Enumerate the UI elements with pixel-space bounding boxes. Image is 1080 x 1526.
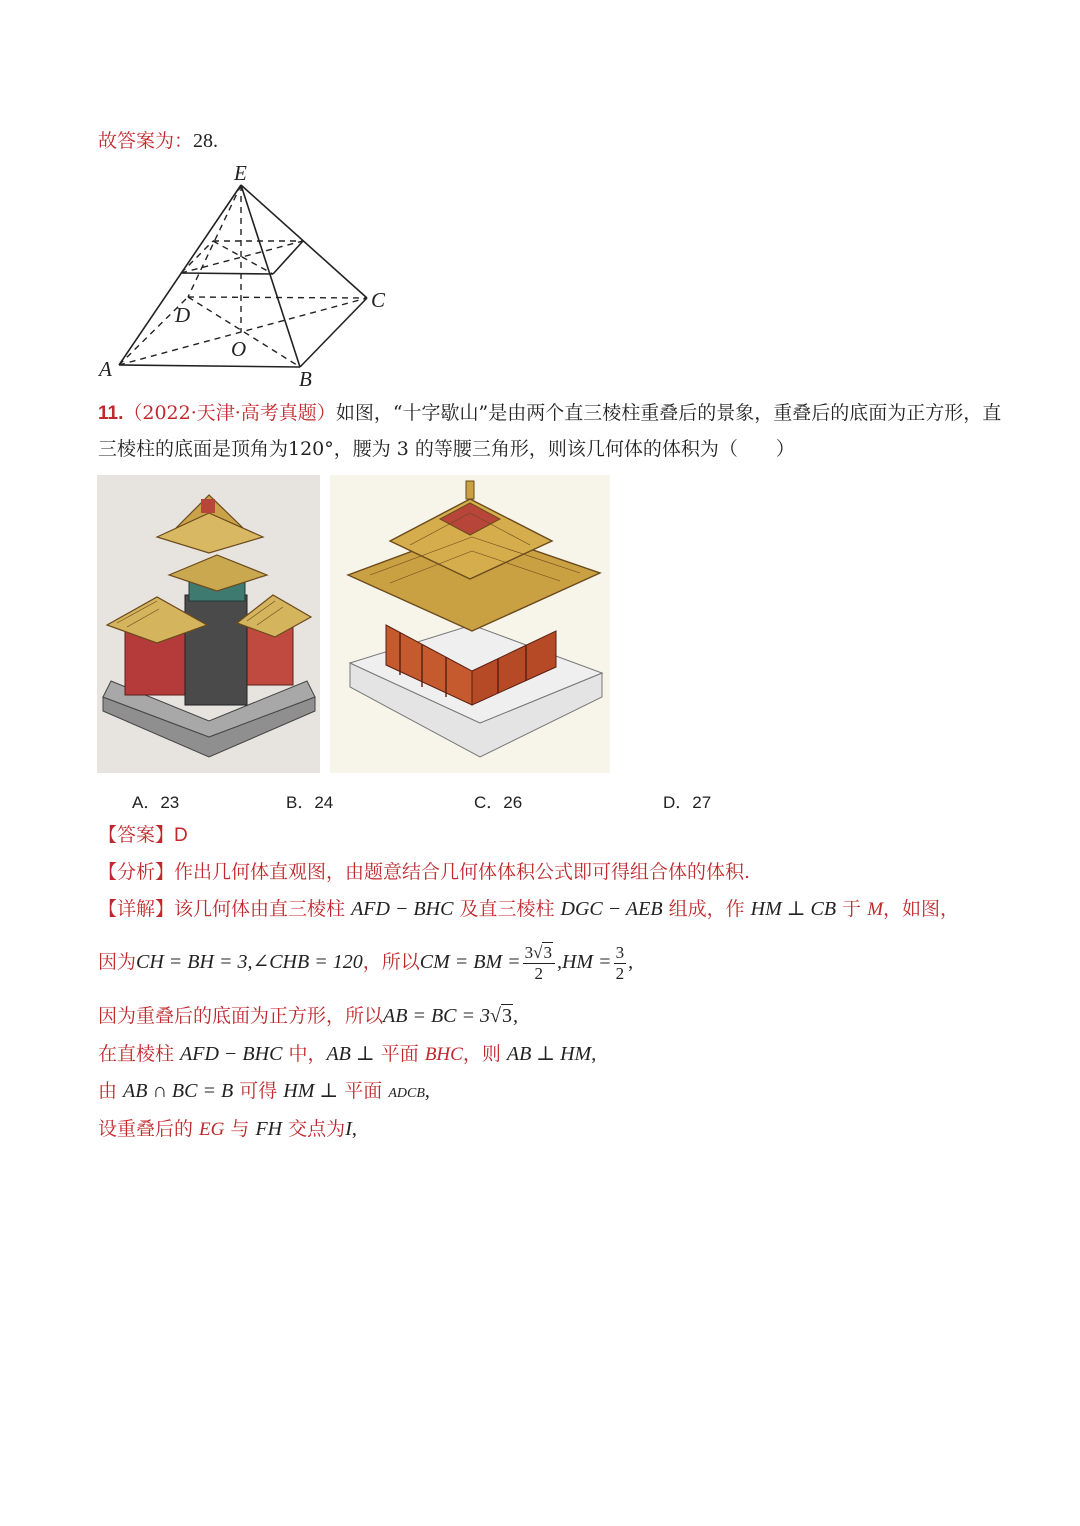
option-a[interactable] — [132, 788, 179, 813]
detail-l3-ab-bc: AB = BC = 3 — [383, 1005, 490, 1027]
question-number: 11. — [98, 403, 124, 424]
analysis-tag: 【分析】 — [98, 861, 175, 883]
detail-l5-text: 由 — [98, 1080, 124, 1102]
option-a-label: A． — [132, 793, 161, 812]
detail-l6-text: 交点为 — [282, 1118, 346, 1140]
question-text-1: 如图，“十字歇山”是由两个直三棱柱重叠后的景象，重叠后的底面为正方形，直 — [335, 402, 1002, 424]
label-O: O — [231, 337, 247, 361]
previous-answer-line — [98, 128, 218, 154]
detail-line-3: 因为重叠后的底面为正方形，所以AB = BC = 3√3, — [98, 1005, 518, 1027]
detail-l5-text: 平面 — [338, 1080, 389, 1102]
option-b-value: 24 — [314, 793, 334, 812]
detail-l4-comma: , — [591, 1043, 597, 1065]
edge-AB — [119, 365, 300, 367]
detail-line-2 — [98, 940, 633, 984]
option-b-label: B． — [286, 793, 315, 812]
detail-l1-prism1: AFD − BHC — [351, 898, 454, 920]
fraction-cm: $\frac{3√3}{2}$ — [523, 943, 555, 984]
detail-l5-comma: , — [424, 1080, 430, 1102]
detail-l5-text: 可得 — [233, 1080, 284, 1102]
detail-l4-plane-bhc: BHC — [424, 1044, 463, 1065]
option-c-value: 26 — [503, 793, 523, 812]
detail-l4-ab-hm: AB ⊥ HM — [506, 1043, 592, 1065]
label-C: C — [371, 288, 386, 312]
answer-line — [98, 822, 188, 849]
detail-line-5 — [98, 1078, 430, 1107]
detail-l1-perp: HM ⊥ CB — [750, 898, 837, 920]
detail-l4-prism: AFD − BHC — [180, 1043, 283, 1065]
label-A: A — [99, 357, 112, 381]
detail-l6-fh: FH — [255, 1118, 283, 1140]
previous-answer-suffix: . — [213, 130, 219, 152]
pavilion-image — [330, 475, 610, 773]
question-line-2 — [98, 436, 795, 462]
detail-l3-text: 因为重叠后的底面为正方形，所以 — [98, 1005, 384, 1027]
edge-DC — [188, 297, 367, 298]
option-d-label: D． — [663, 793, 693, 812]
fraction-cm-den: 2 — [534, 963, 544, 983]
detail-l2-given: CH = BH = 3,∠CHB = 120 — [136, 951, 363, 973]
detail-l1-point-m: M — [867, 899, 884, 920]
option-c[interactable] — [474, 788, 522, 813]
fraction-hm-num: 3 — [615, 942, 625, 962]
detail-l5-plane: ADCB — [388, 1086, 425, 1101]
detail-tag: 【详解】 — [98, 898, 175, 920]
pyramid-figure — [95, 160, 405, 390]
detail-l1-prism2: DGC − AEB — [560, 898, 663, 920]
answer-value: D — [174, 825, 188, 846]
detail-line-6 — [98, 1116, 357, 1143]
analysis-line — [98, 859, 750, 885]
option-d[interactable] — [663, 788, 711, 813]
detail-l1-text: 该几何体由直三棱柱 — [174, 898, 352, 920]
label-B: B — [299, 367, 312, 390]
section-front — [181, 273, 273, 274]
pavilion-exploded-image — [97, 475, 320, 773]
detail-l1-text: ，如图， — [883, 898, 960, 920]
detail-l4-text: 中， — [282, 1043, 327, 1065]
fraction-hm-den: 2 — [615, 963, 625, 983]
edge-BC — [300, 298, 367, 367]
option-b[interactable] — [286, 788, 333, 813]
detail-l3-comma: , — [512, 1005, 518, 1027]
detail-l2-text: ，所以 — [362, 951, 420, 973]
option-c-label: C． — [474, 793, 504, 812]
previous-answer-prefix: 故答案为： — [98, 130, 194, 152]
detail-l4-text: 平面 — [374, 1043, 425, 1065]
analysis-text: 作出几何体直观图，由题意结合几何体体积公式即可得组合体的体积. — [174, 861, 751, 883]
detail-l4-text: ，则 — [462, 1043, 507, 1065]
option-a-value: 23 — [160, 793, 180, 812]
fraction-cm-radicand: 3 — [543, 942, 552, 962]
label-E: E — [234, 161, 247, 185]
detail-l2-comma: , — [628, 951, 634, 973]
detail-l5-intersection: AB ∩ BC = B — [123, 1080, 234, 1102]
detail-l5-hm-perp: HM ⊥ — [283, 1080, 339, 1102]
detail-l2-cm: CM = BM = — [419, 951, 521, 973]
detail-l6-comma: , — [351, 1118, 357, 1140]
answer-tag: 【答案】 — [98, 824, 175, 846]
detail-l1-text: 组成，作 — [662, 898, 751, 920]
detail-l4-ab-perp: AB ⊥ — [326, 1043, 375, 1065]
edge-EA — [119, 185, 241, 365]
fraction-hm — [614, 943, 627, 984]
question-line-1 — [98, 400, 1001, 427]
detail-l2-hm: ,HM = — [556, 951, 612, 973]
label-D: D — [175, 303, 191, 327]
section-right — [273, 241, 303, 274]
question-text-2: 三棱柱的底面是顶角为120°，腰为 3 的等腰三角形，则该几何体的体积为（ ） — [98, 438, 795, 460]
previous-answer-value: 28 — [193, 130, 214, 152]
question-source: （2022·天津·高考真题） — [123, 402, 336, 424]
detail-l6-point-i: I — [345, 1118, 352, 1140]
detail-l3-radicand: 3 — [501, 1005, 512, 1027]
fraction-cm-coef: 3 — [524, 942, 534, 962]
detail-line-4 — [98, 1041, 596, 1068]
detail-line-1 — [98, 896, 959, 923]
detail-l1-text: 于 — [836, 898, 868, 920]
detail-l6-text: 设重叠后的 — [98, 1118, 200, 1140]
detail-l2-text: 因为 — [98, 951, 137, 973]
detail-l6-text: 与 — [224, 1118, 256, 1140]
detail-l4-text: 在直棱柱 — [98, 1043, 181, 1065]
detail-l1-text: 及直三棱柱 — [453, 898, 561, 920]
detail-l6-eg: EG — [199, 1119, 225, 1140]
option-d-value: 27 — [692, 793, 712, 812]
